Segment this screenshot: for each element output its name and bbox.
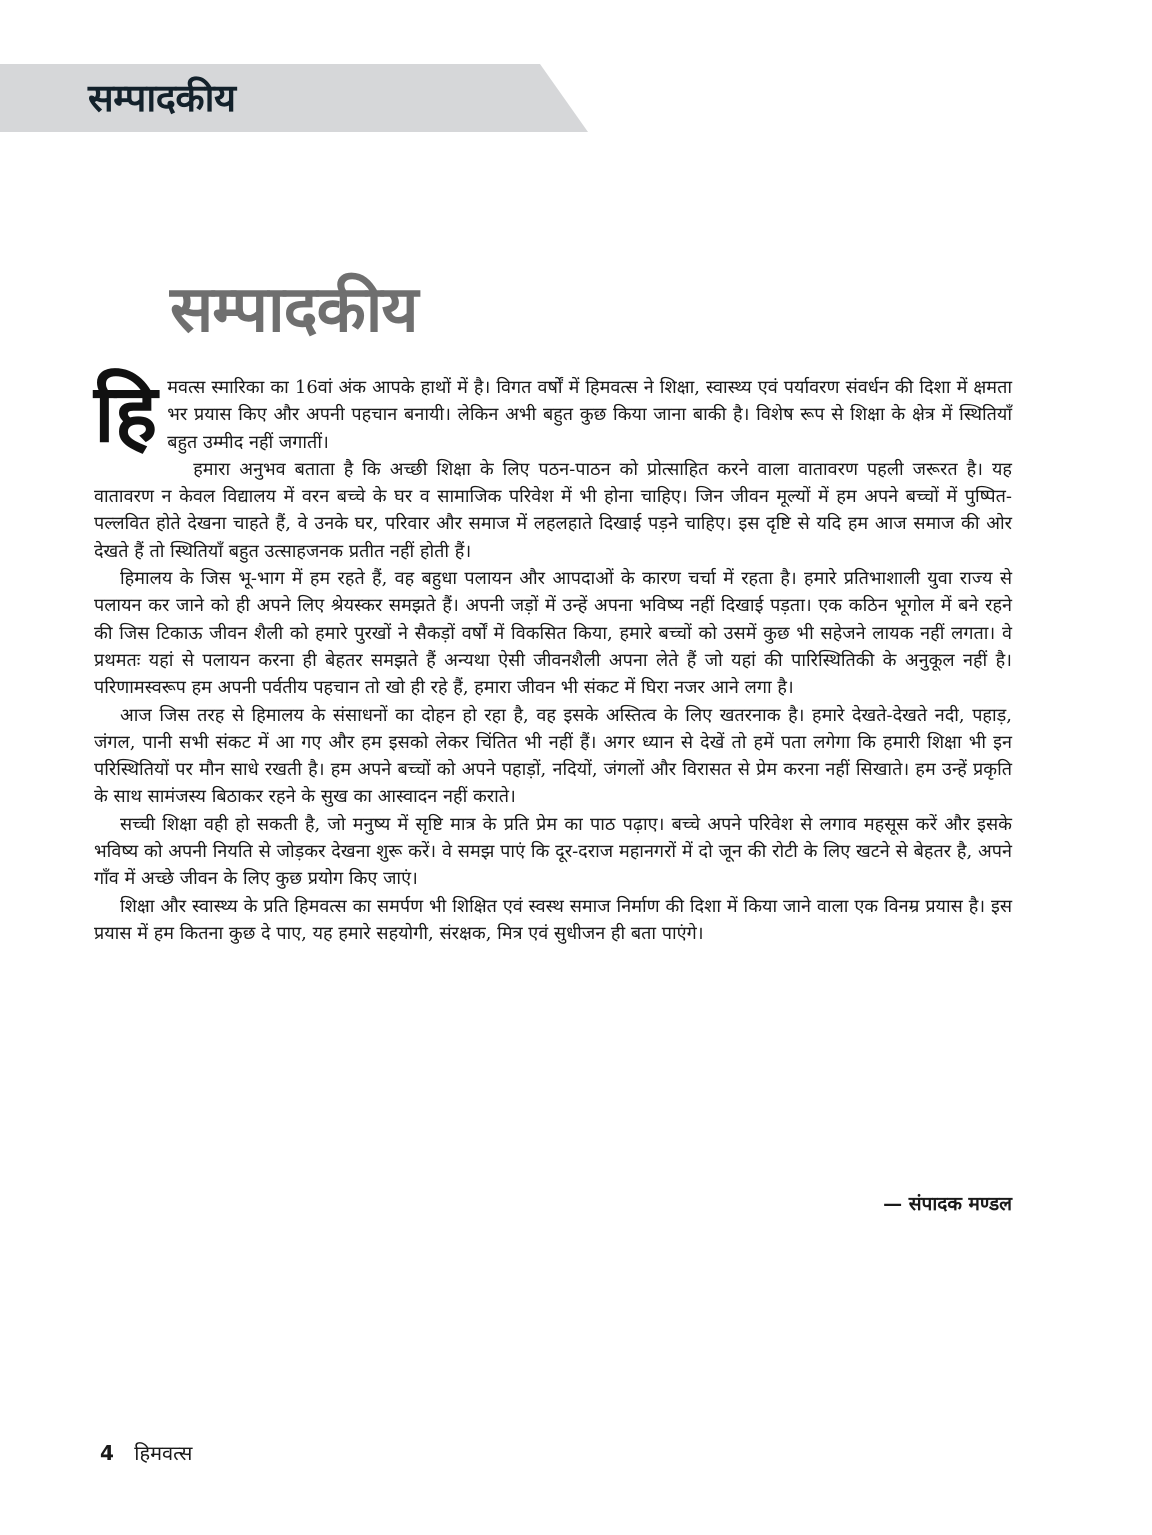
paragraph-1-text: मवत्स स्मारिका का 16वां अंक आपके हाथों में है। विगत वर्षों में हिमवत्स ने शिक्षा, स्वास्थ्य एवं पर्यावरण संवर्धन की दिशा में क्षमता भर प्रयास किए और अपनी पहचान बनायी। लेकिन अभी बहुत कुछ किया जाना बाकी है। विशेष रूप से शिक्षा के क्षेत्र में स्थितियाँ बहुत उम्मीद नहीं जगातीं।: [167, 377, 1012, 453]
paragraph-3: हिमालय के जिस भू-भाग में हम रहते हैं, वह बहुधा पलायन और आपदाओं के कारण चर्चा में रहता है। हमारे प्रतिभाशाली युवा राज्य से पलायन कर जाने को ही अपने लिए श्रेयस्कर समझते हैं। अपनी जड़ों में उन्हें अपना भविष्य नहीं दिखाई पड़ता। एक कठिन भूगोल में बने रहने की जिस टिकाऊ जीवन शैली को हमारे पुरखों ने सैकड़ों वर्षों में विकसित किया, हमारे बच्चों को उसमें कुछ भी सहेजने लायक नहीं लगता। वे प्रथमतः यहां से पलायन करना ही बेहतर समझते हैं अन्यथा ऐसी जीवनशैली अपना लेते हैं जो यहां की पारिस्थितिकी के अनुकूल नहीं है। परिणामस्वरूप हम अपनी पर्वतीय पहचान तो खो ही रहे हैं, हमारा जीवन भी संकट में घिरा नजर आने लगा है।: [94, 568, 1012, 699]
page-footer: [100, 1438, 192, 1468]
signature: — संपादक मण्डल: [883, 1193, 1012, 1215]
paragraph-6: शिक्षा और स्वास्थ्य के प्रति हिमवत्स का समर्पण भी शिक्षित एवं स्वस्थ समाज निर्माण की दिशा में किया जाने वाला एक विनम्र प्रयास है। इस प्रयास में हम कितना कुछ दे पाए, यह हमारे सहयोगी, संरक्षक, मित्र एवं सुधीजन ही बता पाएंगे।: [94, 895, 1012, 944]
paragraph-5: सच्ची शिक्षा वही हो सकती है, जो मनुष्य में सृष्टि मात्र के प्रति प्रेम का पाठ पढ़ाए। बच्चे अपने परिवेश से लगाव महसूस करें और इसके भविष्य को अपनी नियति से जोड़कर देखना शुरू करें। वे समझ पाएं कि दूर-दराज महानगरों में दो जून की रोटी के लिए खटने से बेहतर है, अपने गाँव में अच्छे जीवन के लिए कुछ प्रयोग किए जाएं।: [94, 813, 1012, 890]
paragraph-1: [94, 367, 1012, 460]
article-body: [94, 367, 1012, 947]
drop-cap: हि: [94, 367, 158, 460]
paragraph-4: आज जिस तरह से हिमालय के संसाधनों का दोहन हो रहा है, वह इसके अस्तित्व के लिए खतरनाक है। हमारे देखते-देखते नदी, पहाड़, जंगल, पानी सभी संकट में आ गए और हम इसको लेकर चिंतित भी नहीं हैं। अगर ध्यान से देखें तो हमें पता लगेगा कि हमारी शिक्षा भी इन परिस्थितियों पर मौन साधे रखती है। हम अपने बच्चों को अपने पहाड़ों, नदियों, जंगलों और विरासत से प्रेम करना नहीं सिखाते। हम उन्हें प्रकृति के साथ सामंजस्य बिठाकर रहने के सुख का आस्वादन नहीं कराते।: [94, 704, 1012, 808]
section-header-title: सम्पादकीय: [88, 76, 236, 120]
publication-name: हिमवत्स: [134, 1441, 193, 1465]
page-number: 4: [100, 1441, 114, 1465]
paragraph-2: हमारा अनुभव बताता है कि अच्छी शिक्षा के लिए पठन-पाठन को प्रोत्साहित करने वाला वातावरण पहली जरूरत है। यह वातावरण न केवल विद्यालय में वरन बच्चे के घर व सामाजिक परिवेश में भी होना चाहिए। जिन जीवन मूल्यों में हम अपने बच्चों में पुष्पित-पल्लवित होते देखना चाहते हैं, वे उनके घर, परिवार और समाज में लहलहाते दिखाई पड़ने चाहिए। इस दृष्टि से यदि हम आज समाज की ओर देखते हैं तो स्थितियाँ बहुत उत्साहजनक प्रतीत नहीं होती हैं।: [94, 458, 1012, 562]
article-heading: सम्पादकीय: [170, 273, 418, 347]
